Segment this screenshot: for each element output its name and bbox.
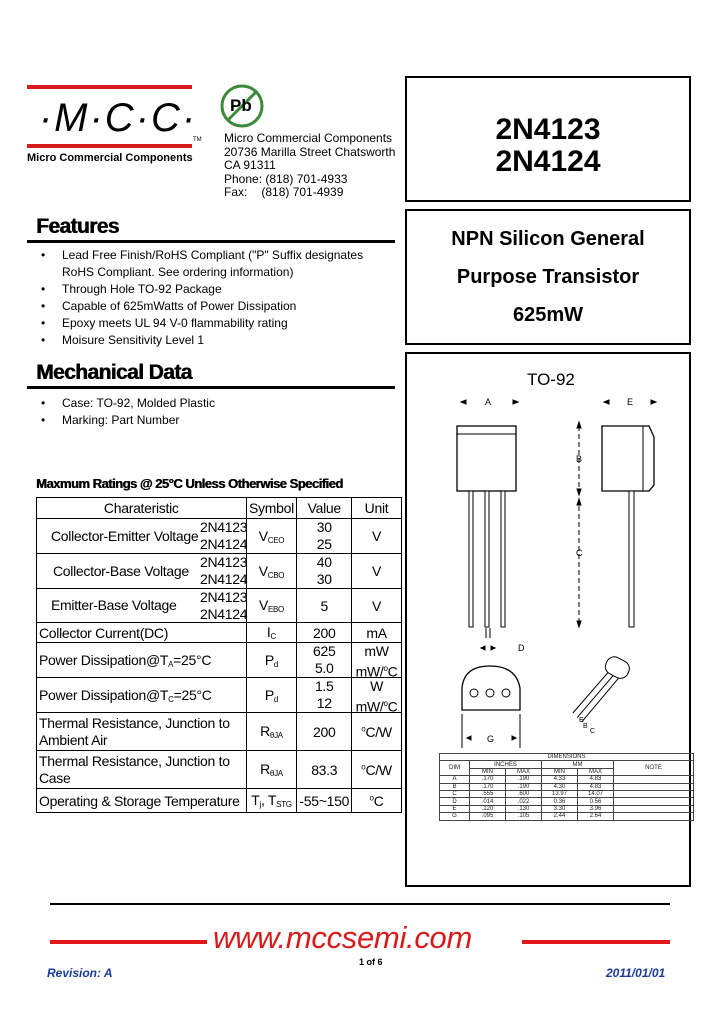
part-number-cell: 2N4124	[200, 606, 248, 622]
features-heading: Features	[36, 215, 119, 238]
part-number-cell: 2N4123	[200, 519, 248, 535]
list-item: • Case: TO-92, Molded Plastic	[38, 395, 215, 412]
part-number-box	[405, 76, 691, 202]
table-row: Thermal Resistance, Junction to Case $R_{\theta JA}$ 83.3 $^o$C/W	[37, 751, 402, 789]
list-item: • Capable of 625mWatts of Power Dissipation	[38, 298, 398, 315]
logo-bottom-bar	[27, 144, 192, 148]
table-row: Emitter-Base Voltage 2N4123 2N4124 $V_{EBO}$ 5 V	[37, 589, 402, 623]
mechanical-heading: Mechanical Data	[36, 361, 192, 384]
table-row: Thermal Resistance, Junction to Ambient Air $R_{\theta JA}$ 200 $^o$C/W	[37, 713, 402, 751]
part-number-cell: 2N4124	[200, 571, 248, 587]
table-row: Collector Current(DC) $I_C$ 200 mA	[37, 623, 402, 643]
address-line: Micro Commercial Components	[224, 131, 393, 145]
features-rule	[27, 240, 395, 243]
list-item: • Epoxy meets UL 94 V-0 flammability rating	[38, 315, 398, 332]
table-row: G .095 .105 2.44 2.64	[440, 813, 694, 820]
part-number-cell: 2N4123	[200, 554, 248, 570]
part-number: 2N4124	[495, 145, 601, 178]
pb-label: Pb	[230, 96, 252, 115]
logo-subtitle: Micro Commercial Components	[27, 152, 193, 164]
dim-label-b: B	[576, 454, 583, 464]
table-row: Collector-Base Voltage 2N4123 2N4124 $V_{CBO}$ 40 30 V	[37, 554, 402, 589]
dim-label-c: C	[576, 548, 583, 558]
trademark-mark: TM	[193, 137, 202, 143]
description-line: NPN Silicon General	[451, 228, 645, 250]
address-line: 20736 Marilla Street Chatsworth	[224, 144, 396, 159]
dim-label-e: E	[627, 397, 634, 407]
dim-label-g: G	[487, 734, 495, 744]
col-header: Unit	[352, 498, 402, 519]
mechanical-list	[38, 395, 215, 429]
dimensions-table: DIMENSIONS DIM INCHES MM NOTE MIN MAX MIN MAX A .170 .190 4.33 4.83 B .170 .190 4.30 4.83 C .555 .600 13.97 14.07 D .014 .022 0.36 0.56 E .120 .130 3.30 3.96 G .095 .105 2.44 2.64	[439, 753, 694, 821]
part-number-cell: 2N4123	[200, 589, 248, 605]
pin-label-c: C	[590, 728, 596, 735]
list-item: • Moisure Sensitivity Level 1	[38, 332, 398, 349]
features-list	[38, 247, 398, 349]
col-header: Value	[297, 498, 352, 519]
fax-line: Fax: (818) 701-4939	[224, 185, 344, 199]
table-row: Power $Dissipation@T_A=25^\circ C$ $P_d$ 625 5.0 mW mW/$^o$C	[37, 643, 402, 678]
pin-label-e: E	[579, 717, 584, 724]
description-line: 625mW	[512, 304, 584, 326]
table-header-row	[37, 498, 402, 519]
dim-label-d: D	[518, 643, 525, 653]
table-row: A .170 .190 4.33 4.83	[440, 776, 694, 783]
footer-red-line-right	[522, 940, 670, 944]
part-numbers	[407, 114, 689, 178]
table-row: Power $Dissipation@T_C=25^\circ C$ $P_d$ 1.5 12 W mW/$^o$C	[37, 678, 402, 713]
revision-label: Revision: A	[47, 966, 113, 980]
website-link[interactable]: www.mccsemi.com	[213, 920, 473, 955]
revision-date: 2011/01/01	[606, 966, 666, 980]
pin-label-b: B	[583, 723, 588, 730]
footer-red-line-left	[50, 940, 207, 944]
mechanical-rule	[27, 386, 395, 389]
table-row: Operating & Storage Temperature $T_j$, $T_{STG}$ -55~150 $^o$C	[37, 789, 402, 813]
description-box	[405, 209, 691, 345]
logo-top-bar	[27, 85, 192, 89]
part-number-cell: 2N4124	[200, 536, 248, 552]
table-row: Collector-Emitter Voltage 2N4123 2N4124 $V_{CEO}$ 30 25 V	[37, 519, 402, 554]
lead-free-icon	[219, 83, 265, 129]
list-item: • Marking: Part Number	[38, 412, 215, 429]
mcc-logo: ·M·C·C·	[38, 96, 198, 140]
list-item: • Through Hole TO-92 Package	[38, 281, 398, 298]
dimensions-title: DIMENSIONS	[440, 754, 694, 761]
ratings-table	[36, 497, 402, 813]
part-number: 2N4123	[495, 113, 601, 146]
table-row: C .555 .600 13.97 14.07	[440, 790, 694, 797]
list-item: • Lead Free Finish/RoHS Compliant ("P" Suffix designates RoHS Compliant. See ordering information)	[38, 247, 398, 281]
table-row: B .170 .190 4.30 4.83	[440, 783, 694, 790]
device-description	[407, 220, 689, 334]
col-header: Symbol	[246, 498, 297, 519]
table-row: E .120 .130 3.30 3.96	[440, 805, 694, 812]
table-row: D .014 .022 0.36 0.56	[440, 798, 694, 805]
phone-line: Phone: (818) 701-4933	[224, 171, 348, 186]
description-line: Purpose Transistor	[456, 266, 640, 288]
to92-package-drawing	[406, 354, 690, 754]
col-header: Charateristic	[37, 498, 247, 519]
ratings-title: Maxmum Ratings @ 25°C Unless Otherwise Specified	[36, 476, 343, 491]
company-address	[224, 132, 395, 200]
address-line: CA 91311	[224, 158, 276, 172]
footer-rule	[50, 903, 670, 905]
page-number: 1 of 6	[359, 957, 383, 967]
package-label: TO-92	[527, 370, 575, 389]
dim-label-a: A	[485, 397, 492, 407]
